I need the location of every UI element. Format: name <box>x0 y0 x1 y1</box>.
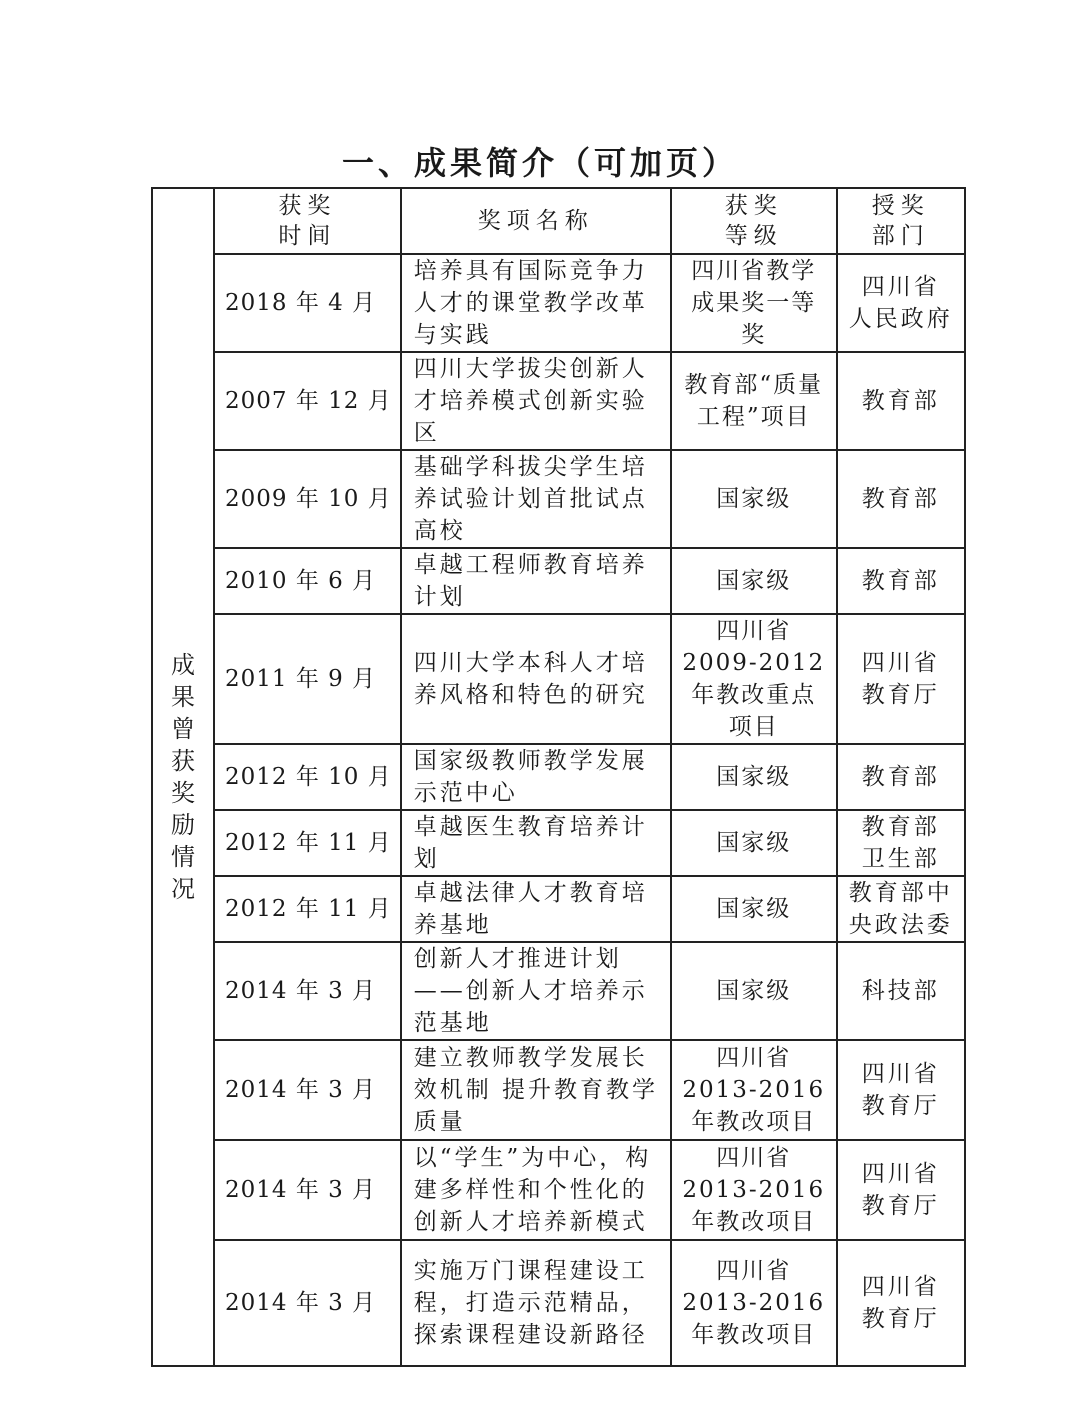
side-label: 成果曾获奖励情况 <box>171 650 195 903</box>
cell-date: 2014 年 3 月 <box>214 942 401 1040</box>
cell-date: 2018 年 4 月 <box>214 254 401 352</box>
cell-award-name: 培养具有国际竞争力人才的课堂教学改革与实践 <box>401 254 671 352</box>
cell-award-level: 四川省教学成果奖一等奖 <box>671 254 837 352</box>
header-time: 获奖 时间 <box>214 188 401 254</box>
cell-date: 2009 年 10 月 <box>214 450 401 548</box>
table-row <box>152 810 965 876</box>
cell-date: 2012 年 11 月 <box>214 810 401 876</box>
cell-date: 2011 年 9 月 <box>214 614 401 744</box>
cell-dept: 四川省 教育厅 <box>837 1240 965 1366</box>
cell-award-name: 以“学生”为中心，构建多样性和个性化的创新人才培养新模式 <box>401 1140 671 1240</box>
table-row <box>152 352 965 450</box>
cell-award-level: 国家级 <box>671 942 837 1040</box>
header-name: 奖项名称 <box>401 188 671 254</box>
cell-dept: 四川省 教育厅 <box>837 1040 965 1140</box>
table-row <box>152 1140 965 1240</box>
table-header-row <box>152 188 965 254</box>
cell-award-name: 实施万门课程建设工程，打造示范精品，探索课程建设新路径 <box>401 1240 671 1366</box>
cell-award-name: 四川大学拔尖创新人才培养模式创新实验区 <box>401 352 671 450</box>
table-row <box>152 450 965 548</box>
cell-award-level: 国家级 <box>671 450 837 548</box>
cell-award-level: 四川省 2013-2016 年教改项目 <box>671 1140 837 1240</box>
awards-table <box>151 187 966 1367</box>
cell-award-level: 四川省 2009-2012 年教改重点项目 <box>671 614 837 744</box>
table-row <box>152 876 965 942</box>
side-label-cell <box>152 188 214 1366</box>
cell-dept: 教育部 <box>837 352 965 450</box>
header-dept: 授奖 部门 <box>837 188 965 254</box>
cell-date: 2014 年 3 月 <box>214 1240 401 1366</box>
cell-award-level: 四川省 2013-2016 年教改项目 <box>671 1240 837 1366</box>
cell-dept: 四川省 人民政府 <box>837 254 965 352</box>
cell-date: 2014 年 3 月 <box>214 1040 401 1140</box>
cell-award-name: 国家级教师教学发展示范中心 <box>401 744 671 810</box>
table-row <box>152 942 965 1040</box>
cell-award-name: 创新人才推进计划——创新人才培养示范基地 <box>401 942 671 1040</box>
cell-award-level: 四川省 2013-2016 年教改项目 <box>671 1040 837 1140</box>
cell-award-level: 国家级 <box>671 744 837 810</box>
header-level: 获奖 等级 <box>671 188 837 254</box>
cell-award-name: 基础学科拔尖学生培养试验计划首批试点高校 <box>401 450 671 548</box>
table-row <box>152 254 965 352</box>
table-row <box>152 744 965 810</box>
cell-dept: 教育部 <box>837 548 965 614</box>
cell-dept: 教育部 <box>837 744 965 810</box>
cell-dept: 科技部 <box>837 942 965 1040</box>
cell-dept: 教育部 卫生部 <box>837 810 965 876</box>
cell-date: 2012 年 10 月 <box>214 744 401 810</box>
cell-award-name: 卓越工程师教育培养计划 <box>401 548 671 614</box>
cell-date: 2014 年 3 月 <box>214 1140 401 1240</box>
table-row <box>152 1040 965 1140</box>
cell-dept: 四川省 教育厅 <box>837 614 965 744</box>
cell-award-name: 建立教师教学发展长效机制 提升教育教学质量 <box>401 1040 671 1140</box>
table-row <box>152 1240 965 1366</box>
cell-award-level: 国家级 <box>671 876 837 942</box>
page-title: 一、成果简介（可加页） <box>341 144 738 182</box>
cell-dept: 教育部中央政法委 <box>837 876 965 942</box>
cell-date: 2010 年 6 月 <box>214 548 401 614</box>
table-row <box>152 548 965 614</box>
cell-dept: 教育部 <box>837 450 965 548</box>
cell-award-level: 教育部“质量工程”项目 <box>671 352 837 450</box>
cell-award-level: 国家级 <box>671 548 837 614</box>
cell-dept: 四川省 教育厅 <box>837 1140 965 1240</box>
cell-award-name: 四川大学本科人才培养风格和特色的研究 <box>401 614 671 744</box>
cell-award-level: 国家级 <box>671 810 837 876</box>
cell-date: 2012 年 11 月 <box>214 876 401 942</box>
cell-date: 2007 年 12 月 <box>214 352 401 450</box>
table-row <box>152 614 965 744</box>
cell-award-name: 卓越医生教育培养计划 <box>401 810 671 876</box>
cell-award-name: 卓越法律人才教育培养基地 <box>401 876 671 942</box>
